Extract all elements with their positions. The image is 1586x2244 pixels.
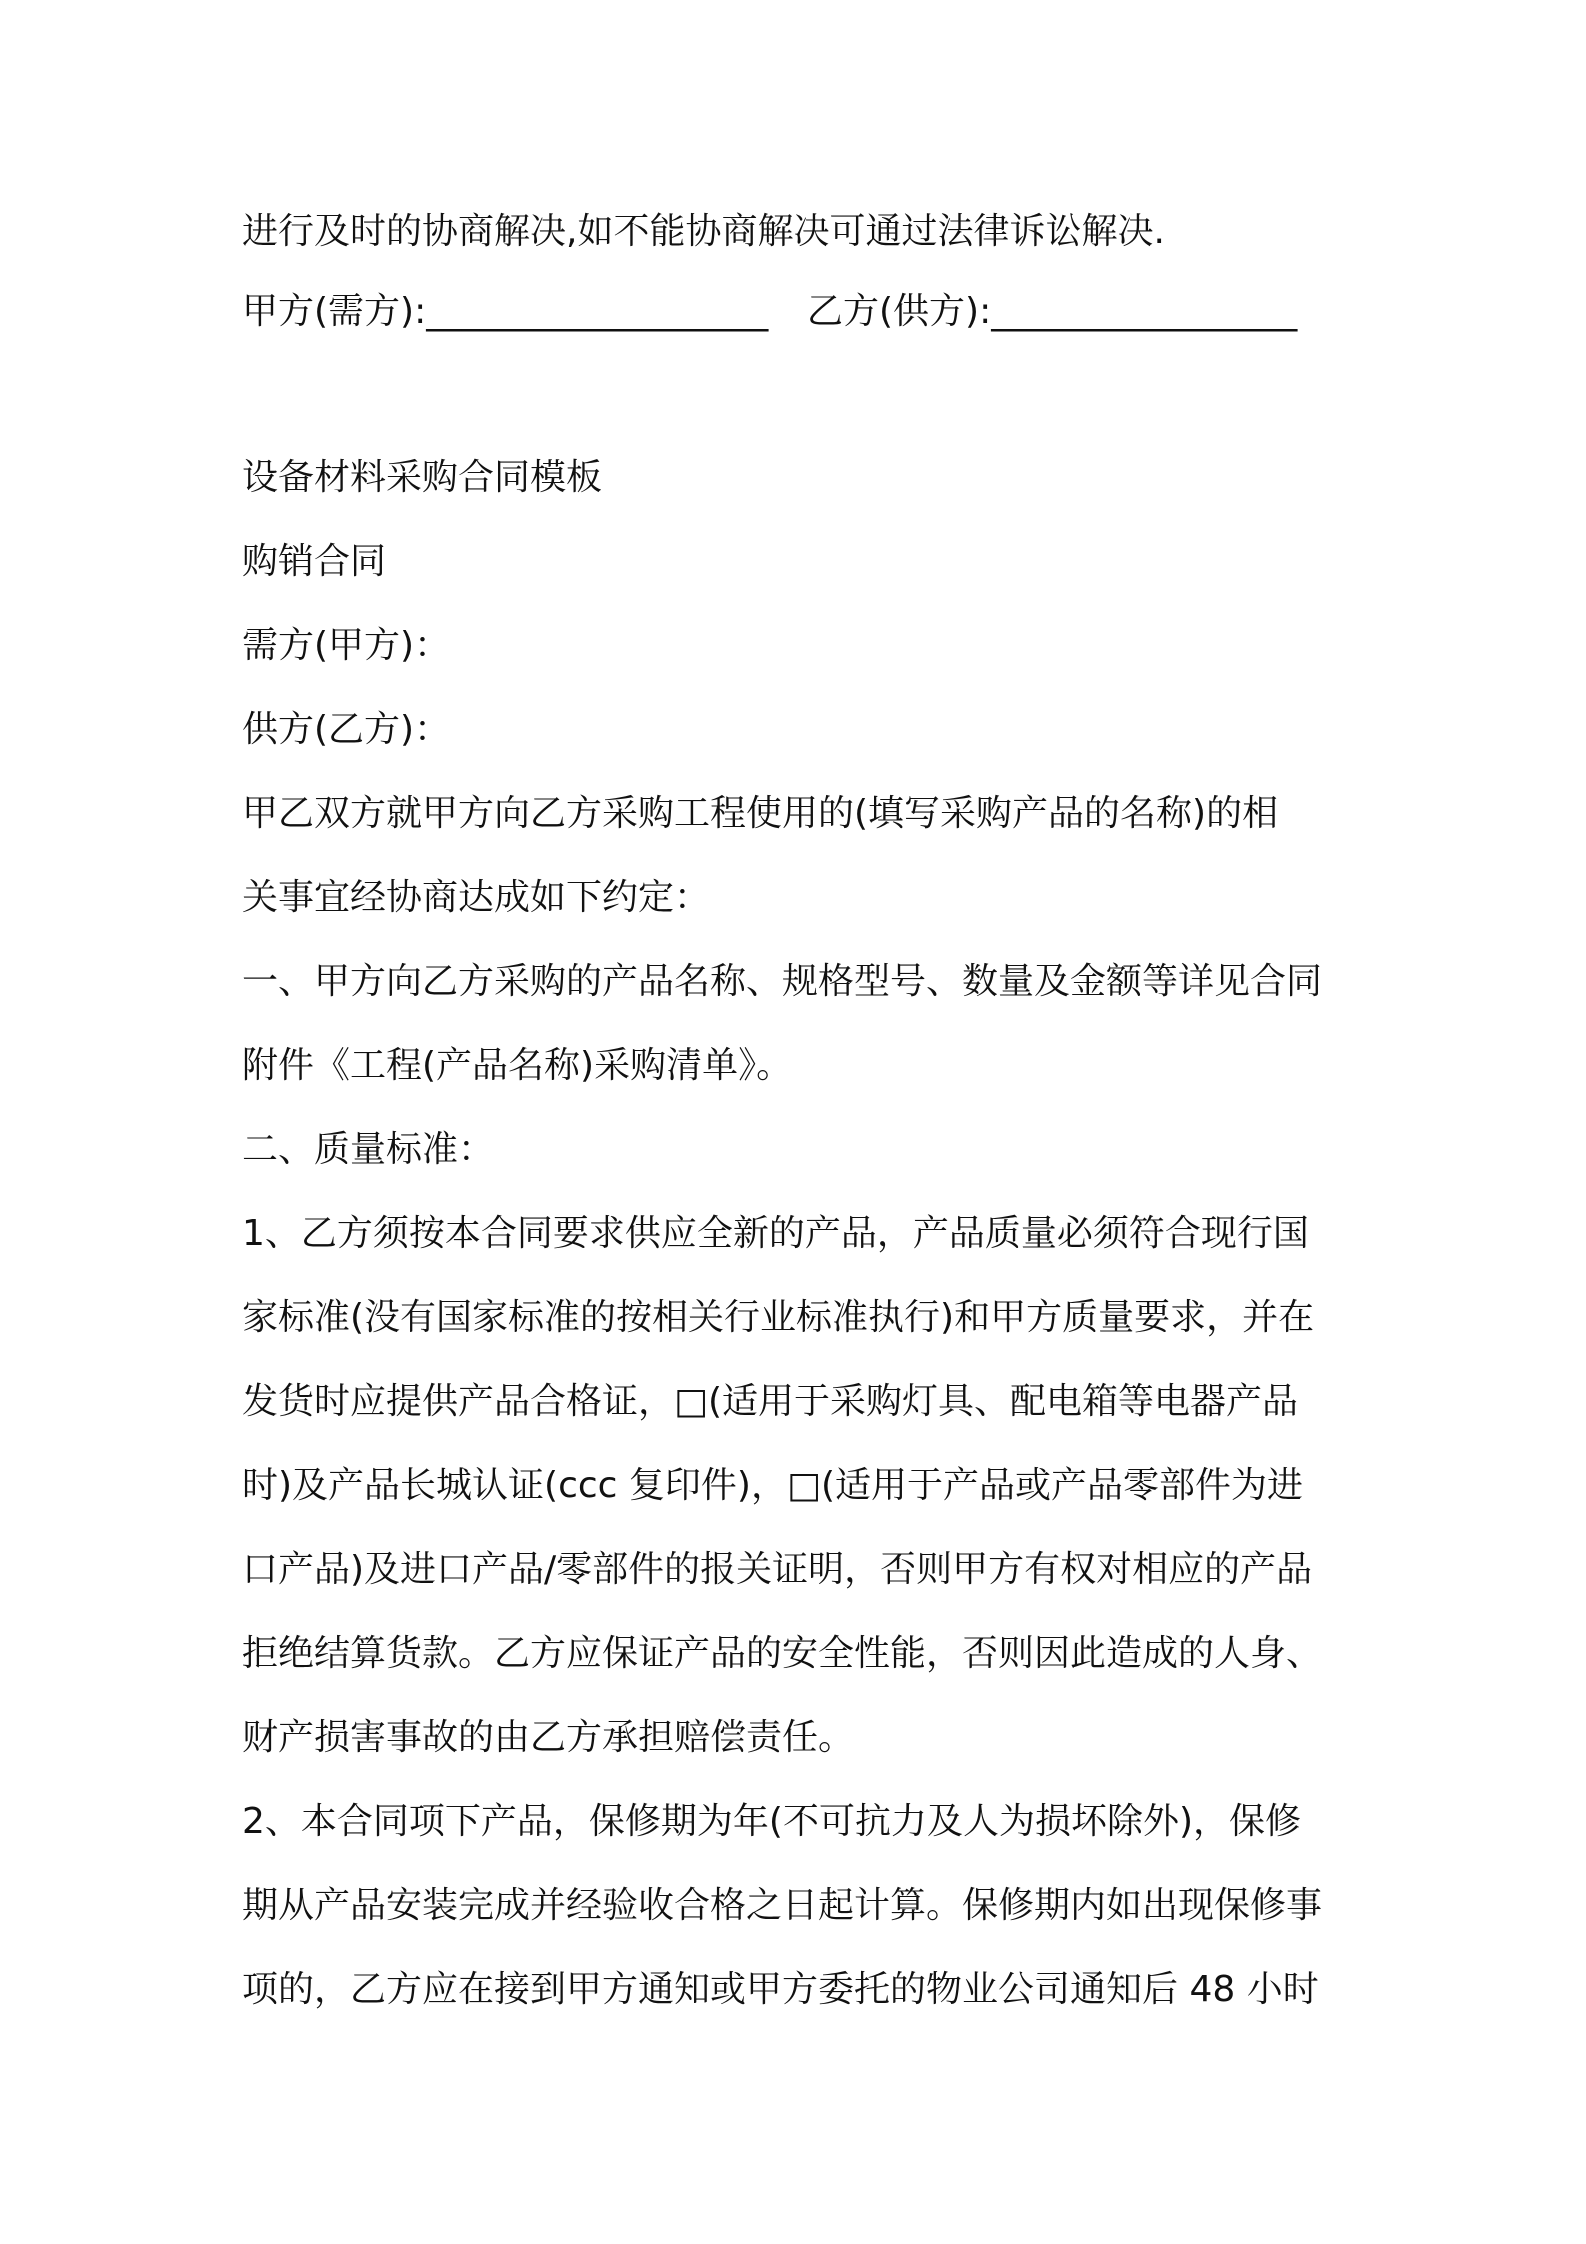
body-line: 甲乙双方就甲方向乙方采购工程使用的(填写采购产品的名称)的相: [242, 793, 1279, 834]
party-b-signature: 乙方(供方):_________________: [807, 291, 1298, 332]
body-line: 时)及产品长城认证(ccc 复印件)，□(适用于产品或产品零部件为进: [242, 1465, 1304, 1506]
body-line: 财产损害事故的由乙方承担赔偿责任。: [242, 1717, 855, 1758]
signature-row: [242, 290, 1342, 334]
body-line: 发货时应提供产品合格证，□(适用于采购灯具、配电箱等电器产品: [242, 1381, 1299, 1422]
body-line: 一、甲方向乙方采购的产品名称、规格型号、数量及金额等详见合同: [242, 961, 1323, 1002]
closing-line: 进行及时的协商解决,如不能协商解决可通过法律诉讼解决.: [242, 211, 1165, 252]
body-line: 拒绝结算货款。乙方应保证产品的安全性能，否则因此造成的人身、: [242, 1633, 1323, 1674]
body-line: 2、本合同项下产品，保修期为年(不可抗力及人为损坏除外)，保修: [242, 1801, 1301, 1842]
section-heading: 二、质量标准：: [242, 1129, 495, 1170]
buyer-label: 需方(甲方)：: [242, 625, 451, 666]
document-title: 设备材料采购合同模板: [242, 457, 603, 498]
body-line: 家标准(没有国家标准的按相关行业标准执行)和甲方质量要求，并在: [242, 1297, 1315, 1338]
document-subtitle: 购销合同: [242, 541, 387, 582]
body-line: 附件《工程(产品名称)采购清单》。: [242, 1045, 793, 1086]
body-line: 口产品)及进口产品/零部件的报关证明，否则甲方有权对相应的产品: [242, 1549, 1313, 1590]
body-line: 1、乙方须按本合同要求供应全新的产品，产品质量必须符合现行国: [242, 1213, 1309, 1254]
body-line: 项的，乙方应在接到甲方通知或甲方委托的物业公司通知后 48 小时: [242, 1969, 1319, 2010]
body-line: 关事宜经协商达成如下约定：: [242, 877, 711, 918]
party-a-signature: 甲方(需方):___________________: [242, 291, 769, 332]
supplier-label: 供方(乙方)：: [242, 709, 451, 750]
body-line: 期从产品安装完成并经验收合格之日起计算。保修期内如出现保修事: [242, 1885, 1323, 1926]
